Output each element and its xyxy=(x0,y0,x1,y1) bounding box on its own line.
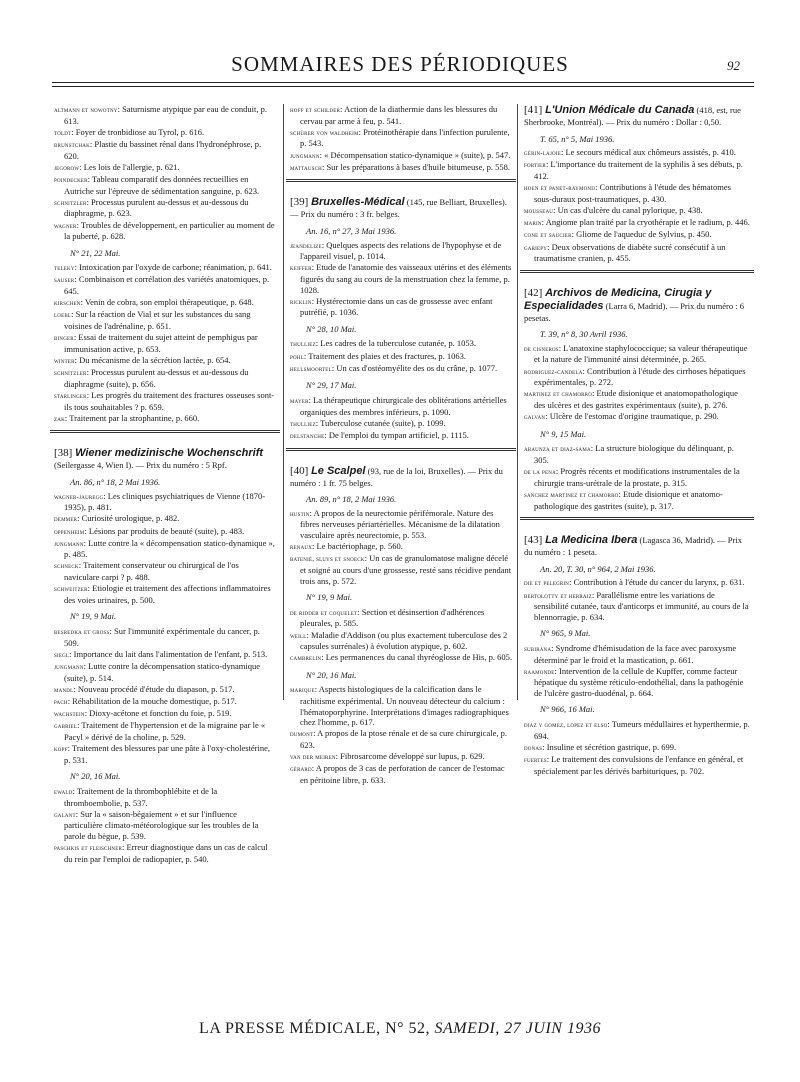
issue-date: N° 21, 22 Mai. xyxy=(70,247,121,258)
section-rule xyxy=(50,430,280,431)
column-separator xyxy=(283,104,284,700)
article-title: : Deux observations de diabète sucré consécutif à un traumatisme cranien, p. 455. xyxy=(534,241,726,264)
article-author: winter xyxy=(54,357,75,365)
article-title: : Venin de cobra, son emploi thérapeutique, p. 648. xyxy=(80,297,254,308)
article-author: paschkis et fleischner xyxy=(54,844,123,853)
article-author: raamonde xyxy=(524,667,555,676)
issue-date: N° 20, 16 Mai. xyxy=(306,669,357,680)
article-title: : Nouveau procédé d'étude du diapason, p. 517. xyxy=(73,683,235,694)
article-entry xyxy=(54,526,276,538)
article-entry xyxy=(290,162,512,174)
article-title: : Progrès récents et modifications instrumentales de la chirurgie trans-urétrale de la prostate, p. 315. xyxy=(534,466,740,488)
article-title: : Angiome plan traité par la cryothérapie et le radium, p. 446. xyxy=(541,217,750,228)
article-entry xyxy=(524,205,750,217)
article-entry xyxy=(524,366,750,388)
volume-line: An. 16, n° 27, 3 Mai 1936. xyxy=(306,225,397,236)
journal-info: (Lagasca 36, Madrid). — Prix du numéro : 1 peseta. xyxy=(524,535,742,558)
volume-line: T. 65, n° 5, Mai 1936. xyxy=(540,133,615,144)
article-entry xyxy=(290,553,512,586)
article-entry xyxy=(290,630,512,652)
article-author: weill xyxy=(290,631,307,640)
article-author: mousseau xyxy=(524,206,554,215)
article-title: : Les cadres de la tuberculose cutanée, p. 1053. xyxy=(315,338,477,349)
article-entry xyxy=(54,696,276,708)
article-title: : A propos de la ptose rénale et de sa cure chirurgicale, p. 623. xyxy=(300,728,508,751)
article-author: jungmann xyxy=(54,663,84,671)
article-title: : Lutte contre la « décompensation statico-dynamique », p. 485. xyxy=(64,537,275,560)
article-title: : Contributions à l'étude des hématomes sous-duraux post-traumatiques, p. 430. xyxy=(534,182,731,204)
journal-info: (418, est, rue Sherbrooke, Montréal). — Prix du numéro : Dollar : 0,50. xyxy=(524,105,741,127)
page-number: 92 xyxy=(727,58,740,73)
journal-title: Archivos de Medicina, Cirugia y Especialidades xyxy=(524,286,712,312)
article-title: : Traitement de l'hypertension et de la migraine par le « Pacyl » dérivé de la choline, p. 529. xyxy=(64,720,266,742)
volume-line: An. 20, T. 30, n° 964, 2 Mai 1936. xyxy=(540,563,656,574)
article-entry xyxy=(524,754,750,776)
journal-title: Le Scalpel xyxy=(311,464,366,477)
article-entry xyxy=(54,355,276,367)
article-title: : Processus purulent au-dessus et au-dessous du diaphragme (suite), p. 656. xyxy=(64,367,249,389)
footer-date: 27 JUIN 1936 xyxy=(504,1020,601,1037)
article-author: marin xyxy=(524,219,542,228)
article-title: : Réhabilitation de la mouche domestique, p. 517. xyxy=(67,695,237,706)
article-author: toldt xyxy=(54,128,72,137)
article-author: jungmann xyxy=(54,539,84,548)
article-author: gariepy xyxy=(524,243,548,252)
article-author: siegl xyxy=(54,650,70,659)
article-author: jungmann xyxy=(290,151,320,160)
article-entry xyxy=(54,513,276,525)
article-entry xyxy=(54,842,276,864)
article-title: : Sur l'immunité expérimentale du cancer, p. 509. xyxy=(64,626,260,648)
article-author: demmer xyxy=(54,515,78,524)
article-entry xyxy=(54,274,276,296)
issue-date: N° 20, 16 Mai. xyxy=(70,771,121,782)
article-title: : Parallélisme entre les variations de sensibilité cutanée, taux d'anticorps et immunité, au cours de la blennorragie, p. 634. xyxy=(534,589,749,622)
article-author: wachstein xyxy=(54,710,85,719)
article-entry xyxy=(290,240,512,262)
article-author: keiffer xyxy=(290,264,312,273)
article-entry xyxy=(290,296,512,318)
journal-title: L'Union Médicale du Canada xyxy=(545,104,695,116)
article-title: : Lésions par produits de beauté (suite), p. 483. xyxy=(84,525,245,536)
article-entry xyxy=(54,390,276,412)
article-author: de ridder et coquelet xyxy=(290,608,358,617)
article-title: : Le secours médical aux chômeurs assistés, p. 410. xyxy=(560,147,736,158)
article-author: kopf xyxy=(54,745,68,754)
article-author: die et pelegrin xyxy=(524,579,570,588)
article-entry xyxy=(290,751,512,763)
article-title: : Syndrome d'hémisudation de la face avec paroxysme déterminé par le froid et la mastication, p. 661. xyxy=(534,642,737,665)
issue-date: N° 9, 15 Mai. xyxy=(540,428,587,439)
article-title: : Foyer de tronbidiose au Tyrol, p. 616. xyxy=(71,126,205,137)
article-author: schneck xyxy=(54,562,79,571)
article-author: hoen et panet-raymond xyxy=(524,184,596,193)
article-entry xyxy=(524,343,750,365)
article-author: gérin-lajoie xyxy=(524,149,561,158)
article-entry xyxy=(524,466,750,488)
issue-date: N° 28, 10 Mai. xyxy=(306,323,357,334)
article-entry xyxy=(290,652,512,664)
article-title: : Sur la « saison-bégaiement » et sur l'influence particulière climato-météorologique sur les troubles de la parole du bègue, p. 539. xyxy=(64,808,259,841)
section-rule xyxy=(520,272,754,273)
article-entry xyxy=(290,150,512,162)
article-title: : L'anatoxine staphylococcique; sa valeur thérapeutique et la nature de l'immunité ainsi déterminée, p. 265. xyxy=(534,342,748,365)
article-entry xyxy=(290,338,512,350)
footer-day: SAMEDI, xyxy=(434,1020,500,1037)
article-author: sauser xyxy=(54,276,75,285)
article-entry xyxy=(54,684,276,696)
journal-info: (Seilergasse 4, Wien I). — Prix du numéro : 5 Rpf. xyxy=(54,460,227,471)
article-entry xyxy=(524,411,750,423)
article-author: thulliez xyxy=(290,419,316,428)
article-author: brunstchak xyxy=(54,140,90,149)
article-entry xyxy=(290,127,512,149)
article-title: : Troubles de développement, en particulier au moment de la puberté, p. 628. xyxy=(64,219,275,242)
article-entry xyxy=(54,139,276,161)
article-author: gérard xyxy=(290,765,312,774)
volume-line: T. 39, n° 8, 30 Avril 1936. xyxy=(540,329,628,340)
article-title: : Tumeurs médullaires et hyperthermie, p. 694. xyxy=(534,719,750,741)
article-author: galant xyxy=(54,810,76,819)
article-title: : Sur la réaction de Vial et sur les substances du sang voisines de l'adrénaline, p. 651. xyxy=(64,309,251,332)
journal-header: [40] Le Scalpel (93, rue de la loi, Bruxelles). — Prix du numéro : 1 fr. 75 belges. xyxy=(290,464,503,488)
article-title: : Gliome de l'aqueduc de Sylvius, p. 450. xyxy=(571,229,712,240)
article-author: bertolotty et herraiz xyxy=(524,591,592,600)
article-entry xyxy=(54,104,276,126)
article-entry xyxy=(290,430,512,442)
article-entry xyxy=(54,127,276,139)
issue-date: N° 19, 9 Mai. xyxy=(70,611,117,622)
article-entry xyxy=(290,684,512,727)
issue-date: N° 966, 16 Mai. xyxy=(540,704,595,715)
article-entry xyxy=(54,367,276,389)
article-title: : Fibrosarcome développé sur lupus, p. 629. xyxy=(335,751,485,762)
article-author: dumont xyxy=(290,730,314,739)
article-author: delstanche xyxy=(290,432,325,440)
article-entry xyxy=(524,229,750,241)
article-author: schürer von waldheim xyxy=(290,128,359,137)
article-entry xyxy=(54,743,276,765)
article-title: : A propos de la neurectomie périfémorale. Nature des fibres nerveuses périartérielles. Mécanisme de la dilatation vasculaire après neurectomie, p. 553. xyxy=(300,507,500,540)
section-rule xyxy=(520,519,754,520)
section-rule xyxy=(50,432,280,433)
article-author: galvan xyxy=(524,413,546,422)
article-entry xyxy=(290,104,512,126)
article-author: schnitzler xyxy=(54,369,87,378)
volume-line: An. 86, n° 18, 2 Mai 1936. xyxy=(70,476,161,487)
article-title: : Etude disionique et anatomopathologique des ulcères et des gastrites expérimentaux (suite), p. 276. xyxy=(534,388,738,411)
article-title: : Etiologie et traitement des affections inflammatoires des voies urinaires, p. 500. xyxy=(64,583,271,605)
article-entry xyxy=(524,666,750,699)
article-author: hoff et schilder xyxy=(290,106,341,114)
article-author: pach xyxy=(54,697,68,706)
journal-title: Wiener medizinische Wochenschrift xyxy=(75,447,264,460)
article-title: : Un cas de granulomatose maligne décelé et soigné au cours d'une grossesse, resté sans récidive pendant trois ans, p. 572. xyxy=(300,553,512,586)
article-author: marique xyxy=(290,686,315,695)
journal-title: La Medicina Ibera xyxy=(545,534,638,547)
article-author: schnitzler xyxy=(54,198,87,207)
article-title: : Section et désinsertion d'adhérences pleurales, p. 585. xyxy=(300,606,485,629)
article-author: jegorow xyxy=(54,163,80,172)
article-entry xyxy=(524,182,750,204)
journal-info: (145, rue Belliart, Bruxelles). — Prix du numéro : 3 fr. belges. xyxy=(290,197,507,220)
article-author: renaux xyxy=(290,543,313,552)
article-title: : Protéinothérapie dans l'infection purulente, p. 543. xyxy=(300,126,510,149)
article-author: fortier xyxy=(524,161,546,170)
article-entry xyxy=(290,395,512,417)
article-title: : Quelques aspects des relations de l'hypophyse et de l'appareil visuel, p. 1014. xyxy=(300,239,502,262)
article-author: wagner-jauregg xyxy=(54,492,104,501)
article-entry xyxy=(54,649,276,661)
journal-header: [39] Bruxelles-Médical (145, rue Belliart, Bruxelles). — Prix du numéro : 3 fr. belges. xyxy=(290,196,507,220)
article-entry xyxy=(524,443,750,465)
article-title: : Les permanences du canal thyréoglosse de His, p. 605. xyxy=(321,652,512,663)
article-entry xyxy=(290,262,512,295)
article-title: : Action de la diathermie dans les blessures du cervau par arme à feu, p. 541. xyxy=(300,104,498,126)
article-entry xyxy=(54,786,276,808)
article-entry xyxy=(54,626,276,648)
article-title: : De l'emploi du tympan artificiel, p. 1115. xyxy=(324,430,469,440)
article-entry xyxy=(54,809,276,842)
article-title: : Traitement conservateur ou chirurgical de l'os naviculare carpi ? p. 488. xyxy=(64,560,239,583)
article-entry xyxy=(54,413,276,425)
article-title: : A propos de 3 cas de perforation de cancer de l'estomac en péritoine libre, p. 633. xyxy=(300,763,505,785)
article-entry xyxy=(290,541,512,553)
article-title: : La thérapeutique chirurgicale des oblitérations artérielles organiques des membres inférieurs, p. 1090. xyxy=(300,395,507,417)
article-title: : Erreur diagnostique dans un cas de calcul du rein par l'emploi de radiopapier, p. 540. xyxy=(64,842,268,864)
article-title: : Un cas d'ostéomyélite des os du crâne, p. 1077. xyxy=(331,362,498,373)
journal-header: [43] La Medicina Ibera (Lagasca 36, Madrid). — Prix du numéro : 1 peseta. xyxy=(524,534,742,558)
article-title: : Contribution à l'étude du cancer du larynx, p. 631. xyxy=(569,577,745,588)
journal-header: [41] L'Union Médicale du Canada (418, est, rue Sherbrooke, Montréal). — Prix du numéro : Dollar : 0,50. xyxy=(524,104,741,127)
article-title: : « Décompensation statico-dynamique » (suite), p. 547. xyxy=(319,149,511,160)
article-title: : L'importance du traitement de la syphilis à ses débuts, p. 412. xyxy=(534,159,743,181)
section-rule xyxy=(520,270,754,271)
issue-date: N° 29, 17 Mai. xyxy=(306,380,357,391)
article-entry xyxy=(54,708,276,720)
column-1 xyxy=(54,104,276,865)
article-entry xyxy=(54,262,276,274)
article-title: : Un cas d'ulcère du canal pylorique, p. 438. xyxy=(553,204,703,215)
article-title: : Ulcère de l'estomac d'origine traumatique, p. 290. xyxy=(545,411,719,422)
article-author: mandl xyxy=(54,685,74,694)
article-entry xyxy=(54,297,276,309)
section-rule xyxy=(286,179,516,180)
column-2 xyxy=(290,104,512,786)
article-title: : Les cliniques psychiatriques de Vienne (1870-1935), p. 481. xyxy=(64,490,266,513)
article-entry xyxy=(290,351,512,363)
article-entry xyxy=(290,728,512,750)
article-title: : Intoxication par l'oxyde de carbone; réanimation, p. 641. xyxy=(74,262,272,273)
article-title: : Etude disionique et anatomo-pathologique des gastrites (suite), p. 317. xyxy=(534,488,723,511)
article-author: kirschen xyxy=(54,299,81,308)
footer-journal: LA PRESSE MÉDICALE, xyxy=(199,1020,381,1037)
article-author: mattausch xyxy=(290,163,322,172)
article-author: besredka et gross xyxy=(54,628,110,637)
article-entry xyxy=(524,742,750,754)
article-title: : Plastie du bassinet rénal dans l'hydronéphrose, p. 620. xyxy=(64,138,262,161)
article-author: loebl xyxy=(54,311,72,320)
article-title: : Insuline et sécrétion gastrique, p. 699. xyxy=(542,741,677,752)
article-title: : Traitement de la thrombophlébite et de la thromboembolie, p. 537. xyxy=(64,785,218,808)
article-entry xyxy=(54,174,276,196)
article-title: : Traitement par la strophantine, p. 660. xyxy=(64,412,200,423)
article-author: schweitzer xyxy=(54,585,88,594)
article-author: hellsmoortel xyxy=(290,364,332,373)
article-entry xyxy=(54,720,276,742)
header-rule xyxy=(52,82,754,83)
article-author: martinez et chamorro xyxy=(524,390,593,399)
article-entry xyxy=(54,197,276,219)
section-rule xyxy=(286,181,516,182)
article-author: de la pena xyxy=(524,468,556,477)
article-author: de cisneros xyxy=(524,344,559,353)
article-author: teleky xyxy=(54,264,75,273)
article-author: sanchez martinez et chamorro xyxy=(524,490,619,499)
article-title: : Du mécanisme de la sécrétion lactée, p. 654. xyxy=(74,355,231,365)
journal-info: (93, rue de la loi, Bruxelles). — Prix du numéro : 1 fr. 75 belges. xyxy=(290,465,503,488)
article-entry xyxy=(524,147,750,159)
article-author: zak xyxy=(54,414,65,423)
article-entry xyxy=(290,363,512,375)
article-author: abaunza et diaz-sama xyxy=(524,445,591,454)
article-author: subirana xyxy=(524,644,552,653)
volume-line: An. 89, n° 18, 2 Mai 1936. xyxy=(306,494,397,505)
article-author: diaz y gomez, lopez et elso xyxy=(524,721,608,730)
article-title: : Traitement des plaies et des fractures, p. 1063. xyxy=(303,350,467,361)
article-entry xyxy=(524,590,750,623)
article-title: : Sur les préparations à bases d'huile bitumeuse, p. 558. xyxy=(321,161,510,172)
article-entry xyxy=(290,418,512,430)
article-entry xyxy=(54,538,276,560)
article-title: : Processus purulent au-dessus et au-dessous du diaphragme, p. 623. xyxy=(64,196,249,219)
article-title: : Les lois de l'allergie, p. 621. xyxy=(79,161,180,172)
article-entry xyxy=(524,577,750,589)
article-title: : Contribution à l'étude des cirrhoses hépatiques expérimentales, p. 272. xyxy=(534,365,746,388)
article-author: rodriguez-candela xyxy=(524,367,583,376)
journal-header: [38] Wiener medizinische Wochenschrift (Seilergasse 4, Wien I). — Prix du numéro : 5 Rpf. xyxy=(54,447,264,471)
article-title: : Essai de traitement du sujet atteint de pemphigus par immunisation active, p. 653. xyxy=(64,332,258,354)
article-author: wagner xyxy=(54,221,77,230)
article-author: cambrelin xyxy=(290,654,322,663)
article-title: : Maladie d'Addison (ou plus exactement tuberculose des 2 capsules surrénales) à évolution atypique, p. 602. xyxy=(300,629,508,652)
article-entry xyxy=(54,491,276,513)
article-author: batenié, sluys et snoeck xyxy=(290,555,365,564)
article-author: binger xyxy=(54,334,74,343)
article-author: altmann et nowotny xyxy=(54,106,118,114)
article-title: : Tableau comparatif des données recueillies en Autriche sur l'épreuve de sédimentation sanguine, p. 623. xyxy=(64,173,260,196)
article-entry xyxy=(524,388,750,410)
article-entry xyxy=(54,661,276,683)
article-author: hustin xyxy=(290,509,310,518)
section-rule xyxy=(520,517,754,518)
article-title: : Le traitement des convulsions de l'enfance en général, et spécialement par les dérivés barbituriques, p. 702. xyxy=(534,754,744,776)
column-separator xyxy=(517,104,518,700)
page-title: SOMMAIRES DES PÉRIODIQUES xyxy=(231,52,569,76)
article-entry xyxy=(54,560,276,582)
article-title: : Traitement des blessures par une pâte à l'oxy-cholestérine, p. 531. xyxy=(64,743,270,765)
article-entry xyxy=(290,763,512,785)
article-entry xyxy=(54,220,276,242)
article-entry xyxy=(54,583,276,605)
journal-title: Bruxelles-Médical xyxy=(311,196,405,209)
article-entry xyxy=(524,489,750,511)
article-title: : Aspects histologiques de la calcification dans le rachitisme expérimental. Un nouveau détecteur du calcium : l'hématoporphyrine. Interprétations d'images radiographiques chez l'homme, p. 617. xyxy=(300,684,509,728)
article-author: jeandelize xyxy=(290,241,322,250)
article-author: thulliez xyxy=(290,340,316,349)
article-entry xyxy=(54,309,276,331)
article-entry xyxy=(290,607,512,629)
article-entry xyxy=(524,217,750,229)
article-author: donas xyxy=(524,743,543,752)
article-title: : Importance du lait dans l'alimentation de l'enfant, p. 513. xyxy=(69,648,268,659)
issue-date: N° 965, 9 Mai. xyxy=(540,628,591,639)
article-entry xyxy=(524,159,750,181)
article-author: mayer xyxy=(290,397,309,406)
article-entry xyxy=(524,643,750,665)
section-rule xyxy=(286,448,516,449)
article-author: van der meiren xyxy=(290,753,336,762)
article-title: : Combinaison et corrélation des variétés anatomiques, p. 645. xyxy=(64,274,270,297)
article-author: ewald xyxy=(54,787,73,796)
article-author: starlinger xyxy=(54,391,87,400)
section-rule xyxy=(286,450,516,451)
article-author: gabriel xyxy=(54,722,78,731)
header-rule xyxy=(52,86,754,87)
article-title: : Hystérectomie dans un cas de grossesse avec enfant putréfié, p. 1036. xyxy=(300,295,493,318)
footer-issue: N° 52, xyxy=(385,1020,431,1037)
article-entry xyxy=(524,719,750,741)
article-title: : Lutte contre la décompensation statico-dynamique (suite), p. 514. xyxy=(64,661,260,683)
article-author: poindecker xyxy=(54,175,88,184)
journal-info: (Larra 6, Madrid). — Prix du numéro : 6 pesetas. xyxy=(524,300,744,323)
article-entry xyxy=(54,162,276,174)
article-title: : Dioxy-acétone et fonction du foie, p. 519. xyxy=(84,708,232,719)
article-title: : Etude de l'anatomie des vaisseaux utérins et des éléments figurés du sang au cours de la menstruation chez la femme, p. 1028. xyxy=(300,262,512,295)
article-entry xyxy=(524,242,750,264)
article-author: ricklin xyxy=(290,297,312,306)
article-title: : Curiosité urologique, p. 482. xyxy=(77,513,180,524)
article-author: cone et saucier xyxy=(524,231,572,240)
issue-date: N° 19, 9 Mai. xyxy=(306,592,353,603)
article-entry xyxy=(290,508,512,541)
article-title: : Tuberculose cutanée (suite), p. 1099. xyxy=(315,417,446,428)
article-entry xyxy=(54,332,276,354)
article-author: fuertes xyxy=(524,756,547,765)
journal-header: [42] Archivos de Medicina, Cirugia y Especialidades (Larra 6, Madrid). — Prix du numéro : 6 pesetas. xyxy=(524,286,744,323)
article-author: pohl xyxy=(290,352,304,361)
article-title: : Intervention de la cellule de Kupffer, comme facteur hépatique du système réticulo-endothélial, dans la pathogénie de l'ulcère gastro-duodénal, p. 664. xyxy=(534,665,744,698)
column-3 xyxy=(524,104,750,777)
page-footer xyxy=(0,1020,800,1038)
article-title: : Les progrès du traitement des fractures osseuses sont-ils tous souhaitables ? p. 659. xyxy=(64,389,275,412)
article-author: oppenheim xyxy=(54,527,85,536)
article-title: : Saturnisme atypique par eau de conduit, p. 613. xyxy=(64,104,267,126)
article-title: : Le bactériophage, p. 560. xyxy=(312,541,403,552)
article-title: : La structure biologique du délinquant, p. 305. xyxy=(534,443,734,465)
